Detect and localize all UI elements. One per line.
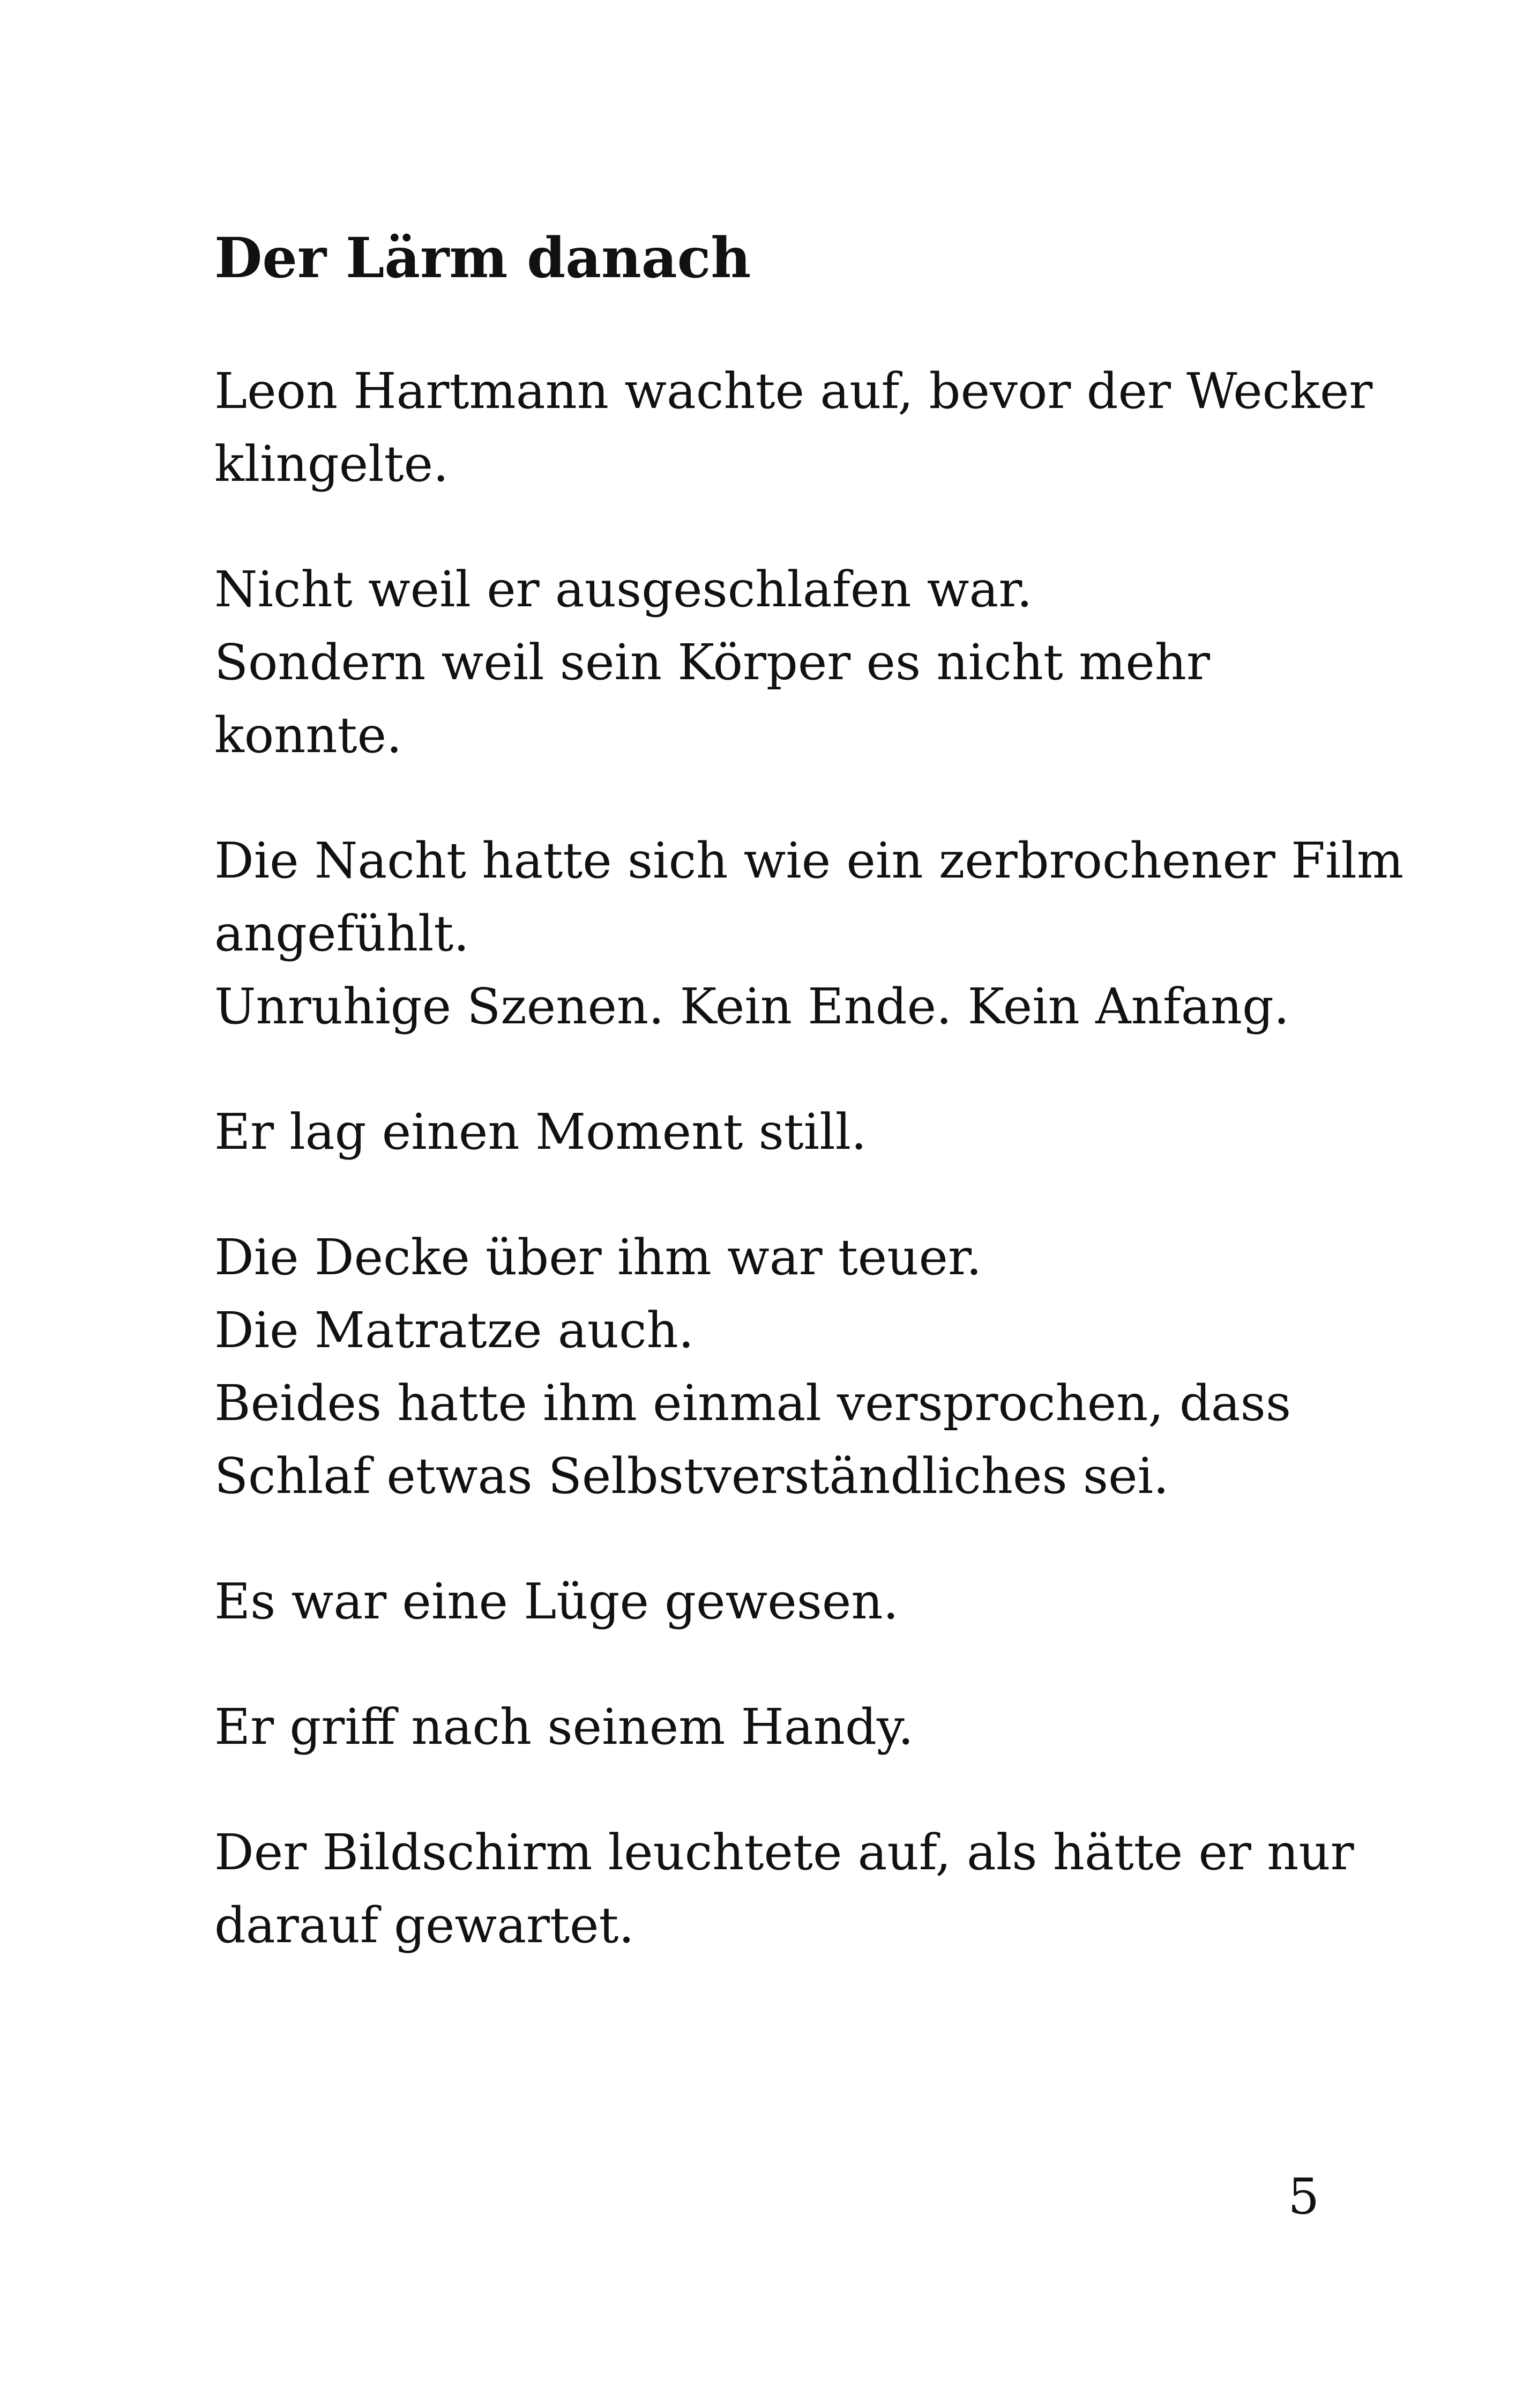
text-line: Beides hatte ihm einmal versprochen, dass (214, 1374, 1291, 1432)
text-line: Er griff nach seinem Handy. (214, 1698, 914, 1756)
text-line: Der Bildschirm leuchtete auf, als hätte er nur (214, 1823, 1354, 1881)
paragraph (214, 553, 1329, 772)
chapter-title: Der Lärm danach (214, 226, 751, 291)
paragraph (214, 824, 1404, 1043)
text-line: Nicht weil er ausgeschlafen war. (214, 560, 1033, 618)
paragraph (214, 355, 1373, 501)
text-line: konnte. (214, 706, 402, 764)
text-line: Die Decke über ihm war teuer. (214, 1228, 982, 1286)
paragraph (214, 1565, 1329, 1638)
text-line: Unruhige Szenen. Kein Ende. Kein Anfang. (214, 977, 1290, 1035)
text-line: Leon Hartmann wachte auf, bevor der Wecker (214, 362, 1373, 420)
text-line: Er lag einen Moment still. (214, 1103, 867, 1161)
text-line: klingelte. (214, 435, 449, 493)
text-line: Die Matratze auch. (214, 1301, 694, 1359)
paragraph (214, 1691, 1329, 1764)
text-line: Die Nacht hatte sich wie ein zerbrochener Film (214, 831, 1404, 889)
text-line: Es war eine Lüge gewesen. (214, 1572, 899, 1630)
text-line: Schlaf etwas Selbstverständliches sei. (214, 1447, 1169, 1505)
paragraph (214, 1816, 1354, 1962)
page-number: 5 (1288, 2168, 1319, 2225)
text-line: darauf gewartet. (214, 1896, 634, 1954)
paragraph (214, 1221, 1329, 1513)
page-content (214, 225, 1404, 2015)
text-line: Sondern weil sein Körper es nicht mehr (214, 633, 1211, 691)
paragraph (214, 1096, 1329, 1169)
text-line: angefühlt. (214, 904, 469, 962)
